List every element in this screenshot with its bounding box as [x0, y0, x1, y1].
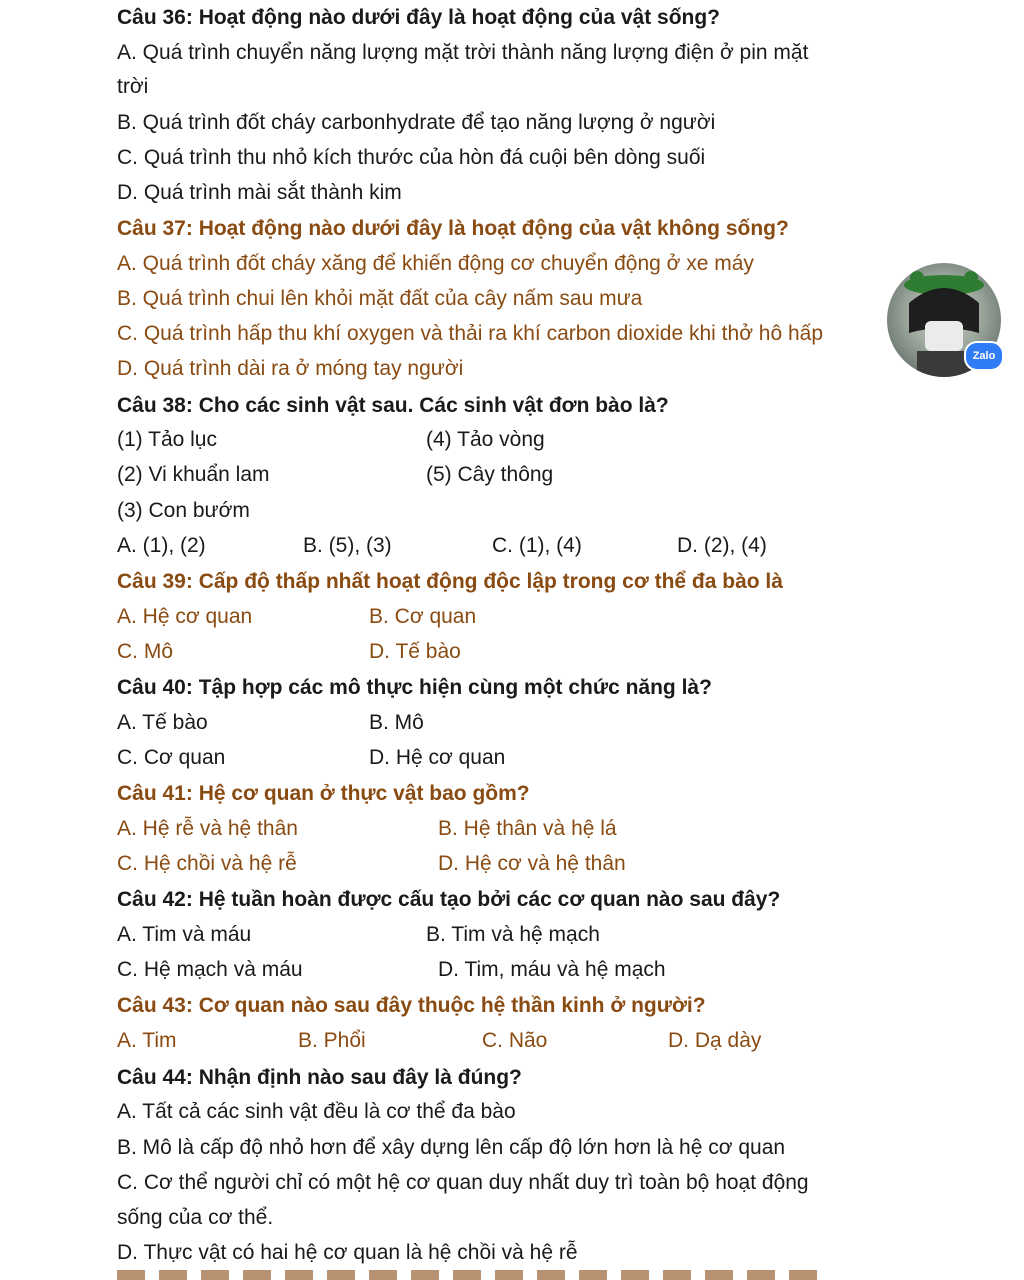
q36-option-b: B. Quá trình đốt cháy carbonhydrate để tạo năng lượng ở người: [117, 111, 716, 134]
cut-off-next-question: [117, 1270, 817, 1280]
question-39-title: Câu 39: Cấp độ thấp nhất hoạt động độc lập trong cơ thể đa bào là: [117, 570, 783, 593]
q36-option-a: A. Quá trình chuyển năng lượng mặt trời thành năng lượng điện ở pin mặt: [117, 41, 809, 64]
q39-option-c: C. Mô: [117, 640, 174, 663]
question-44-title: Câu 44: Nhận định nào sau đây là đúng?: [117, 1066, 522, 1089]
q44-option-d: D. Thực vật có hai hệ cơ quan là hệ chồi và hệ rễ: [117, 1241, 578, 1264]
q44-option-c-cont: sống của cơ thể.: [117, 1206, 274, 1229]
question-37-title: Câu 37: Hoạt động nào dưới đây là hoạt động của vật không sống?: [117, 217, 789, 240]
q42-option-c: C. Hệ mạch và máu: [117, 958, 303, 981]
q40-option-b: B. Mô: [369, 711, 424, 734]
zalo-badge: Zalo: [964, 341, 1004, 371]
question-41-title: Câu 41: Hệ cơ quan ở thực vật bao gồm?: [117, 782, 530, 805]
q39-option-a: A. Hệ cơ quan: [117, 605, 253, 628]
q36-option-d: D. Quá trình mài sắt thành kim: [117, 181, 402, 204]
question-36-title: Câu 36: Hoạt động nào dưới đây là hoạt động của vật sống?: [117, 6, 721, 29]
q44-option-a: A. Tất cả các sinh vật đều là cơ thể đa bào: [117, 1100, 516, 1123]
q42-option-b: B. Tim và hệ mạch: [426, 923, 600, 946]
question-43-title: Câu 43: Cơ quan nào sau đây thuộc hệ thần kinh ở người?: [117, 994, 706, 1017]
question-40-title: Câu 40: Tập hợp các mô thực hiện cùng một chức năng là?: [117, 676, 712, 699]
q44-option-b: B. Mô là cấp độ nhỏ hơn để xây dựng lên cấp độ lớn hơn là hệ cơ quan: [117, 1136, 786, 1159]
q38-item-3: (3) Con bướm: [117, 499, 250, 522]
q38-item-2: (2) Vi khuẩn lam: [117, 463, 270, 486]
q37-option-d: D. Quá trình dài ra ở móng tay người: [117, 357, 464, 380]
q40-option-d: D. Hệ cơ quan: [369, 746, 506, 769]
q38-item-1: (1) Tảo lục: [117, 428, 217, 451]
q38-item-5: (5) Cây thông: [426, 463, 554, 486]
q38-option-d: D. (2), (4): [677, 534, 767, 557]
q38-item-4: (4) Tảo vòng: [426, 428, 545, 451]
q41-option-a: A. Hệ rễ và hệ thân: [117, 817, 298, 840]
question-42-title: Câu 42: Hệ tuần hoàn được cấu tạo bởi các cơ quan nào sau đây?: [117, 888, 781, 911]
q40-option-c: C. Cơ quan: [117, 746, 226, 769]
q39-option-d: D. Tế bào: [369, 640, 461, 663]
q36-option-a-cont: trời: [117, 75, 149, 98]
q42-option-d: D. Tim, máu và hệ mạch: [438, 958, 666, 981]
q43-option-a: A. Tim: [117, 1029, 177, 1052]
q37-option-c: C. Quá trình hấp thu khí oxygen và thải ra khí carbon dioxide khi thở hô hấp: [117, 322, 824, 345]
q43-option-d: D. Dạ dày: [668, 1029, 762, 1052]
q38-option-c: C. (1), (4): [492, 534, 582, 557]
q38-option-b: B. (5), (3): [303, 534, 392, 557]
q41-option-c: C. Hệ chồi và hệ rễ: [117, 852, 297, 875]
q44-option-c: C. Cơ thể người chỉ có một hệ cơ quan duy nhất duy trì toàn bộ hoạt động: [117, 1171, 809, 1194]
q40-option-a: A. Tế bào: [117, 711, 208, 734]
q36-option-c: C. Quá trình thu nhỏ kích thước của hòn đá cuội bên dòng suối: [117, 146, 706, 169]
q37-option-a: A. Quá trình đốt cháy xăng để khiến động cơ chuyển động ở xe máy: [117, 252, 754, 275]
question-38-title: Câu 38: Cho các sinh vật sau. Các sinh vật đơn bào là?: [117, 394, 669, 417]
q41-option-b: B. Hệ thân và hệ lá: [438, 817, 617, 840]
q42-option-a: A. Tim và máu: [117, 923, 252, 946]
q37-option-b: B. Quá trình chui lên khỏi mặt đất của cây nấm sau mưa: [117, 287, 643, 310]
q43-option-c: C. Não: [482, 1029, 548, 1052]
q41-option-d: D. Hệ cơ và hệ thân: [438, 852, 626, 875]
q43-option-b: B. Phổi: [298, 1029, 366, 1052]
q39-option-b: B. Cơ quan: [369, 605, 477, 628]
q38-option-a: A. (1), (2): [117, 534, 206, 557]
